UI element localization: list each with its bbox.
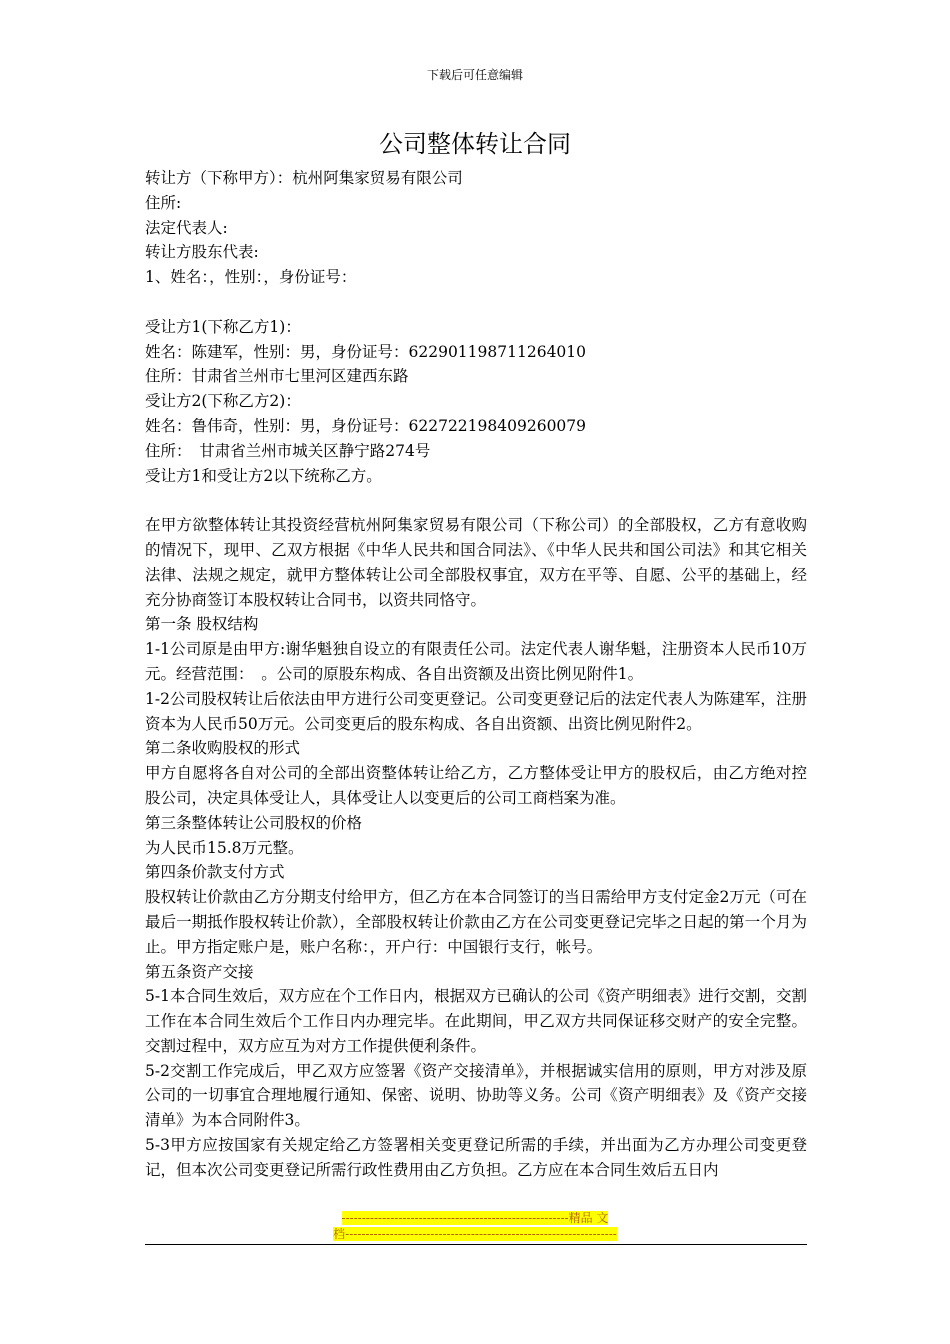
article-3-heading: 第三条整体转让公司股权的价格	[145, 813, 363, 832]
page-header: 下载后可任意编辑	[426, 68, 523, 82]
clause-1-2: 1-2公司股权转让后依法由甲方进行公司变更登记。公司变更登记后的法定代表人为陈建军，注册资本为人民币50万元。公司变更后的股东构成、各自出资额、出资比例见附件2。	[145, 689, 807, 733]
transferee-2-info: 姓名：鲁伟奇，性别：男，身份证号：622722198409260079	[145, 416, 587, 435]
spacer	[145, 488, 807, 513]
clause-5-2: 5-2交割工作完成后，甲乙双方应签署《资产交接清单》，并根据诚实信用的原则，甲方对涉及原公司的一切事宜合理地履行通知、保密、说明、协助等义务。公司《资产明细表》及《资产交接清单》为本合同附件3。	[145, 1061, 807, 1130]
legal-representative: 法定代表人:	[145, 218, 228, 237]
footer-line-2: 档-------------------------------------------------------------------	[333, 1227, 617, 1241]
preamble-paragraph: 在甲方欲整体转让其投资经营杭州阿集家贸易有限公司（下称公司）的全部股权，乙方有意收购的情况下，现甲、乙双方根据《中华人民共和国合同法》、《中华人民共和国公司法》和其它相关法律、法规之规定，就甲方整体转让公司全部股权事宜，双方在平等、自愿、公平的基础上，经充分协商签订本股权转让合同书，以资共同恪守。	[145, 516, 807, 609]
article-4-heading: 第四条价款支付方式	[145, 863, 285, 882]
document-title: 公司整体转让合同	[379, 130, 571, 158]
shareholder-representative: 转让方股东代表:	[145, 243, 259, 262]
article-2-heading: 第二条收购股权的形式	[145, 739, 301, 758]
article-2-text: 甲方自愿将各自对公司的全部出资整体转让给乙方，乙方整体受让甲方的股权后，由乙方绝对控股公司，决定具体受让人，具体受让人以变更后的公司工商档案为准。	[145, 764, 807, 807]
transferee-summary: 受让方1和受让方2以下统称乙方。	[145, 466, 382, 485]
clause-5-1: 5-1本合同生效后，双方应在个工作日内，根据双方已确认的公司《资产明细表》进行交割，交割工作在本合同生效后个工作日内办理完毕。在此期间，甲乙双方共同保证移交财产的安全完整。交割过程中，双方应互为对方工作提供便利条件。	[145, 987, 807, 1055]
article-5-heading: 第五条资产交接	[145, 962, 254, 981]
footer-line-1: --------------------------------------------------------精品 文	[341, 1211, 609, 1225]
clause-1-1: 1-1公司原是由甲方:谢华魁独自设立的有限责任公司。法定代表人谢华魁，注册资本人民币10万元。经营范围： 。公司的原股东构成、各自出资额及出资比例见附件1。	[145, 640, 807, 683]
transferee-2-heading: 受让方2(下称乙方2)：	[145, 392, 301, 411]
transferor-line: 转让方（下称甲方）：杭州阿集家贸易有限公司	[145, 169, 463, 187]
article-3-text: 为人民币15.8万元整。	[145, 838, 304, 857]
transferee-1-info: 姓名：陈建军，性别：男，身份证号：622901198711264010	[145, 342, 587, 361]
page-footer	[300, 1210, 650, 1242]
transferee-2-address: 住所： 甘肃省兰州市城关区静宁路274号	[145, 441, 431, 460]
article-1-heading: 第一条 股权结构	[145, 615, 259, 634]
transferee-1-heading: 受让方1(下称乙方1)：	[145, 317, 301, 336]
shareholder-1-info: 1、姓名：，性别：，身份证号：	[145, 268, 357, 287]
transferor-address: 住所:	[145, 193, 182, 212]
footer-rule	[145, 1244, 807, 1245]
transferee-1-address: 住所：甘肃省兰州市七里河区建西东路	[145, 367, 409, 386]
document-body	[145, 166, 807, 1183]
clause-5-3: 5-3甲方应按国家有关规定给乙方签署相关变更登记所需的手续，并出面为乙方办理公司变更登记，但本次公司变更登记所需行政性费用由乙方负担。乙方应在本合同生效后五日内	[145, 1136, 807, 1179]
article-4-text: 股权转让价款由乙方分期支付给甲方，但乙方在本合同签订的当日需给甲方支付定金2万元（可在最后一期抵作股权转让价款），全部股权转让价款由乙方在公司变更登记完毕之日起的第一个月为止。甲方指定账户是，账户名称：，开户行：中国银行支行，帐号。	[145, 888, 807, 956]
spacer	[145, 290, 807, 315]
